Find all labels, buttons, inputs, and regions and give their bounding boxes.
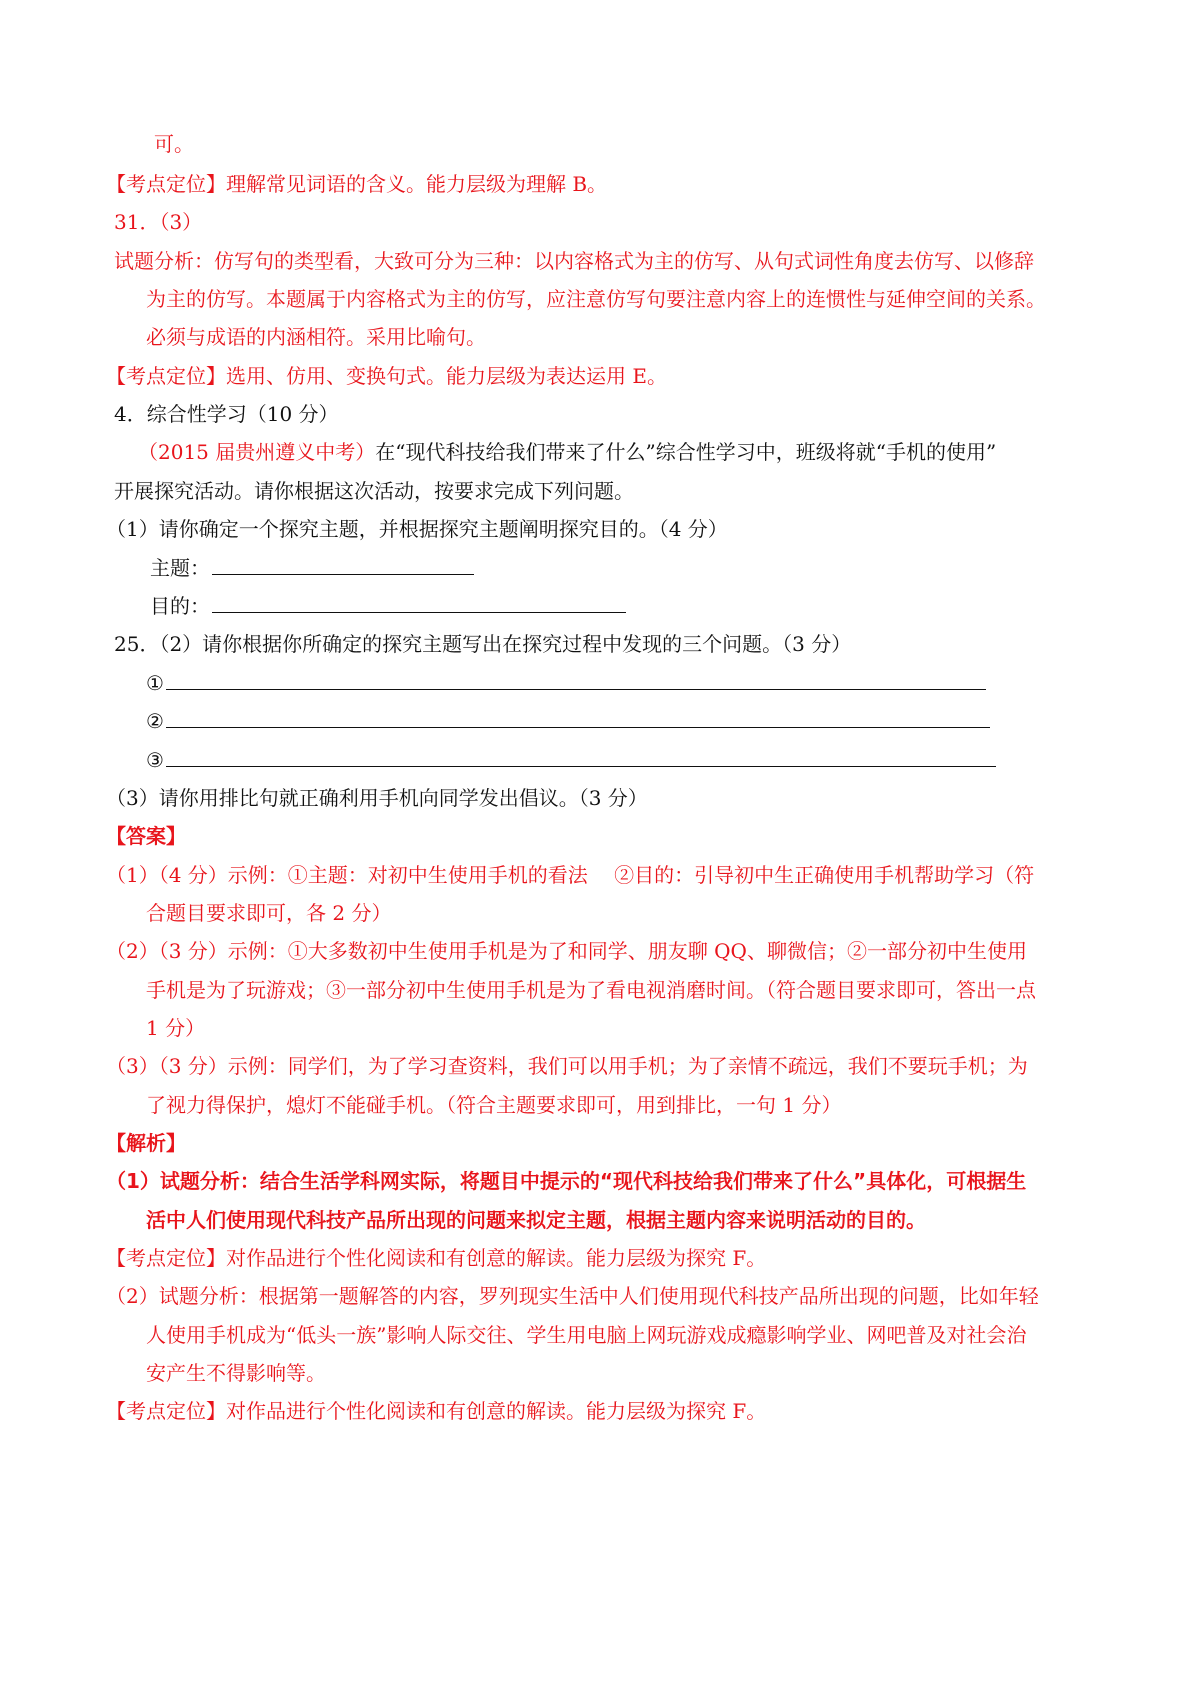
text-line: 【考点定位】理解常见词语的含义。能力层级为理解 B。 — [106, 172, 608, 196]
text-line: 1 分） — [146, 1016, 206, 1040]
text-line: 【考点定位】对作品进行个性化阅读和有创意的解读。能力层级为探究 F。 — [106, 1399, 767, 1423]
section-heading: 4．综合性学习（10 分） — [114, 402, 339, 426]
text-line: 开展探究活动。请你根据这次活动，按要求完成下列问题。 — [114, 479, 634, 503]
question-number: 31．（3） — [114, 210, 203, 234]
text-line: 必须与成语的内涵相符。采用比喻句。 — [146, 325, 486, 349]
answer-blank — [166, 746, 996, 767]
text-line: （3）（3 分）示例：同学们，为了学习查资料，我们可以用手机；为了亲情不疏远，我们不要玩手机；为 — [106, 1054, 1028, 1078]
text-line: 【考点定位】选用、仿用、变换句式。能力层级为表达运用 E。 — [106, 364, 667, 388]
answer-label: 目的： — [150, 594, 210, 618]
text-line: 手机是为了玩游戏；③一部分初中生使用手机是为了看电视消磨时间。（符合题目要求即可，答出一点 — [146, 978, 1036, 1002]
text-line: 为主的仿写。本题属于内容格式为主的仿写，应注意仿写句要注意内容上的连惯性与延伸空间的关系。 — [146, 287, 1046, 311]
fill-line — [146, 669, 986, 697]
source-label: （2015 届贵州遵义中考） — [138, 440, 376, 464]
text-line: 活中人们使用现代科技产品所出现的问题来拟定主题，根据主题内容来说明活动的目的。 — [146, 1208, 926, 1232]
fill-line — [146, 707, 990, 735]
text-line: （1）试题分析：结合生活学科网实际，将题目中提示的“现代科技给我们带来了什么”具体化，可根据生 — [106, 1169, 1027, 1193]
text-line: 合题目要求即可，各 2 分） — [146, 901, 392, 925]
fill-line — [150, 592, 626, 620]
text-line: （2）（3 分）示例：①大多数初中生使用手机是为了和同学、朋友聊 QQ、聊微信；②一部分初中生使用 — [106, 939, 1027, 963]
answer-heading: 【答案】 — [106, 824, 186, 848]
text-line — [138, 438, 996, 466]
answer-blank — [212, 592, 626, 613]
sub-question: （1）请你确定一个探究主题，并根据探究主题阐明探究目的。（4 分） — [106, 517, 728, 541]
text-line: 安产生不得影响等。 — [146, 1361, 326, 1385]
text-line: 【考点定位】对作品进行个性化阅读和有创意的解读。能力层级为探究 F。 — [106, 1246, 767, 1270]
analysis-heading: 【解析】 — [106, 1131, 186, 1155]
text-line: 试题分析：仿写句的类型看，大致可分为三种：以内容格式为主的仿写、从句式词性角度去仿写、以修辞 — [114, 249, 1034, 273]
question-text: 在“现代科技给我们带来了什么”综合性学习中，班级将就“手机的使用” — [375, 440, 997, 464]
answer-blank — [166, 669, 986, 690]
answer-blank — [166, 707, 990, 728]
answer-marker: ③ — [146, 748, 164, 772]
fill-line — [150, 554, 474, 582]
text-line: （1）（4 分）示例：①主题：对初中生使用手机的看法 ②目的：引导初中生正确使用手机帮助学习（符 — [106, 863, 1035, 887]
text-line: （2）试题分析：根据第一题解答的内容，罗列现实生活中人们使用现代科技产品所出现的问题，比如年轻 — [106, 1284, 1039, 1308]
fill-line — [146, 746, 996, 774]
text-line: 了视力得保护，熄灯不能碰手机。（符合主题要求即可，用到排比，一句 1 分） — [146, 1093, 842, 1117]
answer-marker: ② — [146, 709, 164, 733]
text-line: 可。 — [154, 132, 194, 156]
answer-label: 主题： — [150, 556, 210, 580]
answer-marker: ① — [146, 671, 164, 695]
answer-blank — [212, 554, 474, 575]
text-line: 人使用手机成为“低头一族”影响人际交往、学生用电脑上网玩游戏成瘾影响学业、网吧普及对社会治 — [146, 1323, 1027, 1347]
sub-question: （3）请你用排比句就正确利用手机向同学发出倡议。（3 分） — [106, 786, 648, 810]
sub-question: 25．（2）请你根据你所确定的探究主题写出在探究过程中发现的三个问题。（3 分） — [114, 632, 852, 656]
